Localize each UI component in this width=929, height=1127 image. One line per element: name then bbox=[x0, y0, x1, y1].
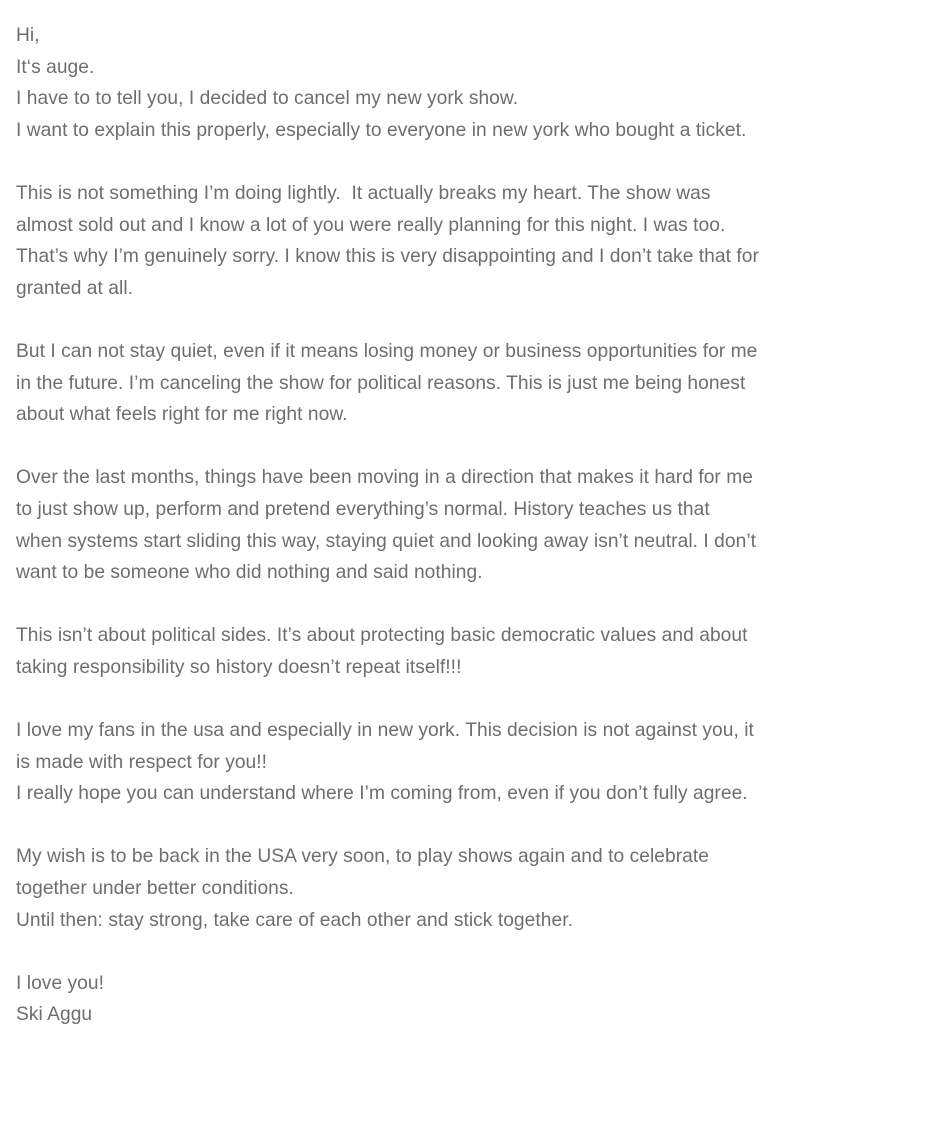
paragraph-political-reasons bbox=[16, 336, 761, 431]
paragraph-history bbox=[16, 462, 761, 588]
paragraph-wish bbox=[16, 841, 761, 936]
text-line: I have to to tell you, I decided to cancel my new york show. bbox=[16, 88, 519, 110]
text-line: It‘s auge. bbox=[16, 56, 95, 78]
text-line: My wish is to be back in the USA very soon, to play shows again and to celebrate together under better conditions. bbox=[16, 846, 715, 900]
text-line: I really hope you can understand where I’m coming from, even if you don’t fully agree. bbox=[16, 783, 748, 805]
text-line: Over the last months, things have been moving in a direction that makes it hard for me to just show up, perform and pretend everything’s normal. History teaches us that when systems start sliding this way, staying quiet and looking away isn’t neutral. I don’t want to be someone who did nothing and said nothing. bbox=[16, 467, 762, 584]
text-line: I love my fans in the usa and especially in new york. This decision is not against you, it is made with respect for you!! bbox=[16, 720, 760, 773]
paragraph-fans bbox=[16, 715, 761, 810]
paragraph-greeting bbox=[16, 20, 761, 146]
greeting-line: Hi, bbox=[16, 25, 40, 46]
text-line: Until then: stay strong, take care of each other and stick together. bbox=[16, 909, 573, 931]
paragraph-democratic-values bbox=[16, 620, 761, 683]
signature: Ski Aggu bbox=[16, 1004, 93, 1026]
text-line: But I can not stay quiet, even if it means losing money or business opportunities for me in the future. I’m canceling the show for political reasons. This is just me being honest about what feels right for me right now. bbox=[16, 340, 763, 426]
paragraph-heartbreak bbox=[16, 178, 765, 304]
text-line: This is not something I’m doing lightly. It actually breaks my heart. The show was almost sold out and I know a lot of you were really planning for this night. I was too. That’s why I’m genuinely sorry. I know this is very disappointing and I don’t take that for granted at all. bbox=[16, 182, 765, 299]
text-line: This isn’t about political sides. It’s about protecting basic democratic values and about taking responsibility so history doesn’t repeat itself!!! bbox=[16, 625, 753, 678]
closing-line: I love you! bbox=[16, 972, 105, 994]
letter-body bbox=[16, 20, 765, 1031]
paragraph-signoff bbox=[16, 968, 761, 1031]
text-line: I want to explain this properly, especially to everyone in new york who bought a ticket. bbox=[16, 119, 747, 141]
